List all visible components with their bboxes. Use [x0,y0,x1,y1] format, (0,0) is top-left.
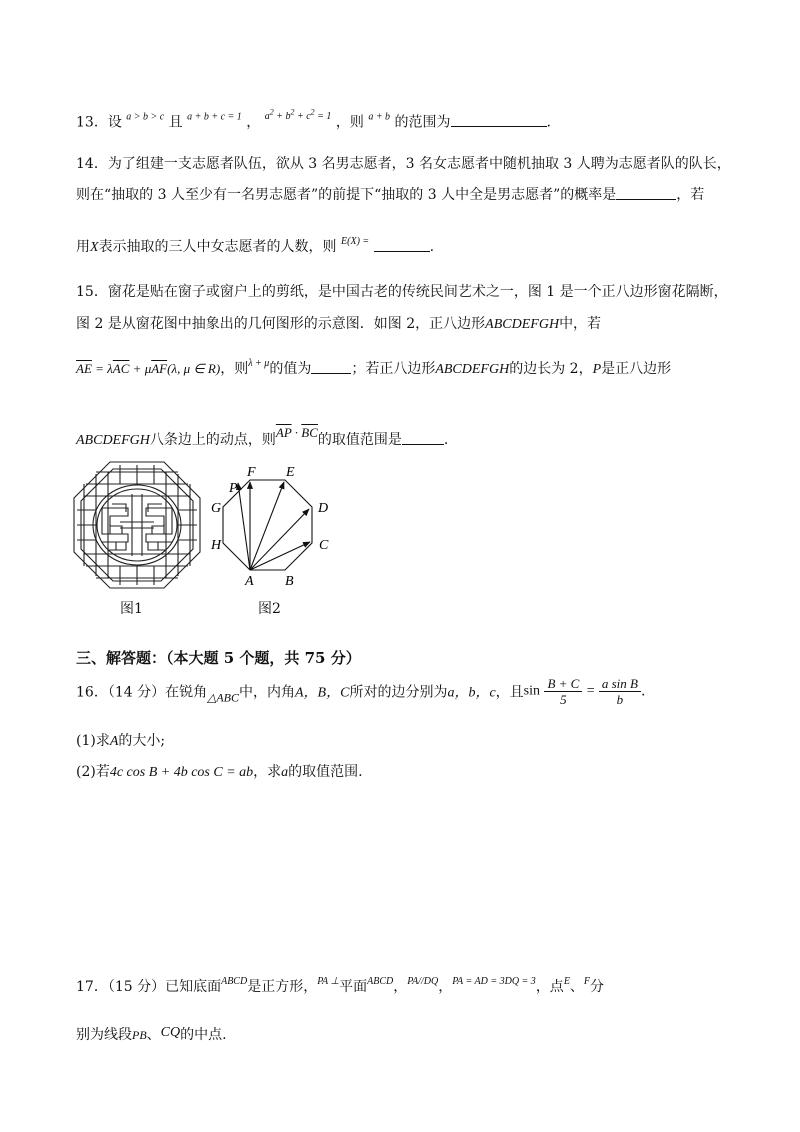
q13-eq-one: = 1 [314,111,332,123]
q16-end: . [640,683,646,700]
label-e: E [286,465,295,480]
q17-seg-cq: CQ [160,1025,181,1040]
q16-side-names: a，b，c [447,685,496,701]
vec-ap: $\overline{AP}$ [275,425,292,440]
q15-text-moving: 八条边上的动点，则 [149,432,276,448]
q16-p2-text-c: 的取值范围. [288,764,363,780]
q16-p2-equation: 4c cos B + 4b cos C = ab [109,765,254,780]
vec-ac: $\overline{AC}$ [112,361,130,376]
q16-f1-numerator: B + C [544,676,582,692]
q15-lambda-plus-mu: λ + μ [248,358,270,369]
q17-base: ABCD [221,976,248,987]
q15-line-4 [76,425,448,449]
q16-fraction-2 [599,676,641,707]
q16-fraction-1 [544,676,582,707]
q17-comma-1: ， [393,979,408,995]
q17-point-f: F [583,976,591,987]
dot-symbol: · [291,425,302,440]
q16-angles: A，B，C [295,685,350,701]
q15-point-p: P [592,362,602,377]
q16-p2-text-b: ，求 [253,764,282,780]
q15-text-then: ，则 [220,361,249,377]
q17-sep-2: 、 [146,1027,161,1043]
q14-text-denote: 表示抽取的三人中女志愿者的人数，则 [98,239,337,255]
lambda-mu-cond: (λ, μ ∈ R) [167,361,221,376]
label-b: B [285,574,294,589]
q15-octagon-name: ABCDEFGH [485,317,560,332]
q13-text-and: 且 [168,114,183,131]
q15-text-range: 的取值范围是 [317,432,402,448]
q13-c-sq: + c [294,111,311,123]
q16-number: 16．（14 分）在锐角 [76,684,208,701]
q13-text-comma: ， [246,114,261,131]
q15-answer-blank-1 [311,361,351,374]
q13-answer-blank [451,114,547,127]
q15-octagon-name-2: ABCDEFGH [435,362,510,377]
plus-mu: + μ [129,361,152,376]
q14-var-x: X [90,240,99,255]
q14-answer-blank-2 [374,239,430,252]
section-3-heading: 三、解答题：（本大题 5 个题，共 75 分） [76,649,361,667]
vec-bc: $\overline{BC}$ [301,425,318,440]
q14-line-2 [76,184,704,204]
q15-dot-product [276,425,318,440]
q13-text-then: ，则 [335,114,364,131]
q16-p2-text: (2)若 [76,764,110,780]
label-c: C [319,538,329,553]
q14-end: . [429,239,435,255]
q16-p1-text: (1)求 [76,733,110,749]
q16-part-2 [76,761,363,781]
q16-text-in: 中，内角 [239,684,295,701]
label-h: H [211,538,222,553]
vec-ae: $\overline{AE}$ [76,361,92,376]
q15-vector-equation [76,361,220,376]
q17-text-points: ，点 [535,979,564,995]
q16-part-1 [76,730,165,750]
q13-condition-squares: a2 + b2 + c2 = 1 [264,108,332,123]
label-d: D [318,501,329,516]
q15-end: . [443,432,449,448]
q17-text-segments: 别为线段 [76,1027,132,1043]
q13-condition-order: a > b > c [126,111,165,123]
q16-equals: = [582,683,599,699]
q17-text-plane: 平面 [339,979,368,995]
q16-p1-var: A [109,734,119,749]
q15-text-value: 的值为 [269,361,312,377]
q16-text-and: ，且 [495,684,524,701]
q16-line-1 [76,676,645,707]
q16-p1-text-b: 的大小; [118,733,166,749]
q17-number: 17．（15 分）已知底面 [76,979,222,995]
q14-line-1: 14．为了组建一支志愿者队伍，欲从 3 名男志愿者，3 名女志愿者中随机抽取 3 人聘为志愿者队的队长， [76,156,731,172]
q17-pa-perp: PA ⊥ [317,976,340,987]
q15-octagon-name-3: ABCDEFGH [76,433,150,448]
q17-line-1 [76,976,604,996]
q14-text: 则在“抽取的 3 人至少有一名男志愿者”的前提下“抽取的 3 人中全是男志愿者”的概率是 [76,187,617,203]
q16-p2-var: a [281,765,289,780]
label-f: F [247,465,256,480]
figure-2-octagon-diagram [205,460,345,590]
q17-text-square: 是正方形， [247,979,318,995]
q14-answer-blank-1 [616,187,676,200]
q17-seg-pb: PB [132,1028,147,1042]
label-p: P [229,481,238,496]
q15-text-b: 中，若 [559,316,602,332]
q13-expression: a + b [368,111,391,123]
q17-line-2 [76,1024,227,1044]
eq-lambda: = λ [91,361,113,376]
q14-line-3 [76,236,434,256]
figure-1-window-flower [72,460,202,590]
q15-text-if: ；若正八边形 [351,361,436,377]
q16-f2-numerator: a sin B [599,676,641,692]
label-g: G [211,501,222,516]
q13-a-sq: a [264,111,270,123]
q13-text-range: 的范围为 [394,114,451,131]
q14-expectation: E(X) = [341,236,370,247]
q16-text-sides: 所对的边分别为 [349,684,448,701]
q17-text-fen: 分 [590,979,605,995]
q15-line-3 [76,358,671,378]
q17-parallel: PA//DQ [407,976,439,987]
q13-end: . [546,114,551,131]
q15-text-side: 的边长为 2， [509,361,593,377]
q15-text-octagon: 是正八边形 [601,361,672,377]
q14-text-use: 用 [76,239,90,255]
label-a: A [245,574,254,589]
q17-sep: 、 [569,979,584,995]
q13-b-sq: + b [273,111,291,123]
q13-condition-sum: a + b + c = 1 [187,111,242,123]
q17-comma-2: ， [438,979,453,995]
figure-1-caption: 图1 [120,601,143,617]
question-13 [76,108,551,131]
q15-line-1: 15．窗花是贴在窗子或窗户上的剪纸，是中国古老的传统民间艺术之一，图 1 是一个正八边形窗花隔断， [76,284,728,300]
q16-f1-denominator: 5 [560,692,567,707]
vec-af: $\overline{AF}$ [151,361,168,376]
q17-text-midpoints: 的中点. [180,1027,227,1043]
q17-plane: ABCD [367,976,394,987]
q16-f2-denominator: b [616,692,624,707]
q13-number: 13．设 [76,114,122,131]
q16-sin: sin [523,683,541,699]
q15-line-2 [76,313,601,333]
q17-lengths: PA = AD = 3DQ = 3 [452,976,536,987]
figure-2-caption: 图2 [258,601,281,617]
q17-point-e: E [563,976,570,987]
q14-text-if: ，若 [676,187,705,203]
q15-text-a: 图 2 是从窗花图中抽象出的几何图形的示意图．如图 2，正八边形 [76,316,486,332]
q16-triangle: △ABC [207,690,239,705]
q15-answer-blank-2 [402,432,444,445]
